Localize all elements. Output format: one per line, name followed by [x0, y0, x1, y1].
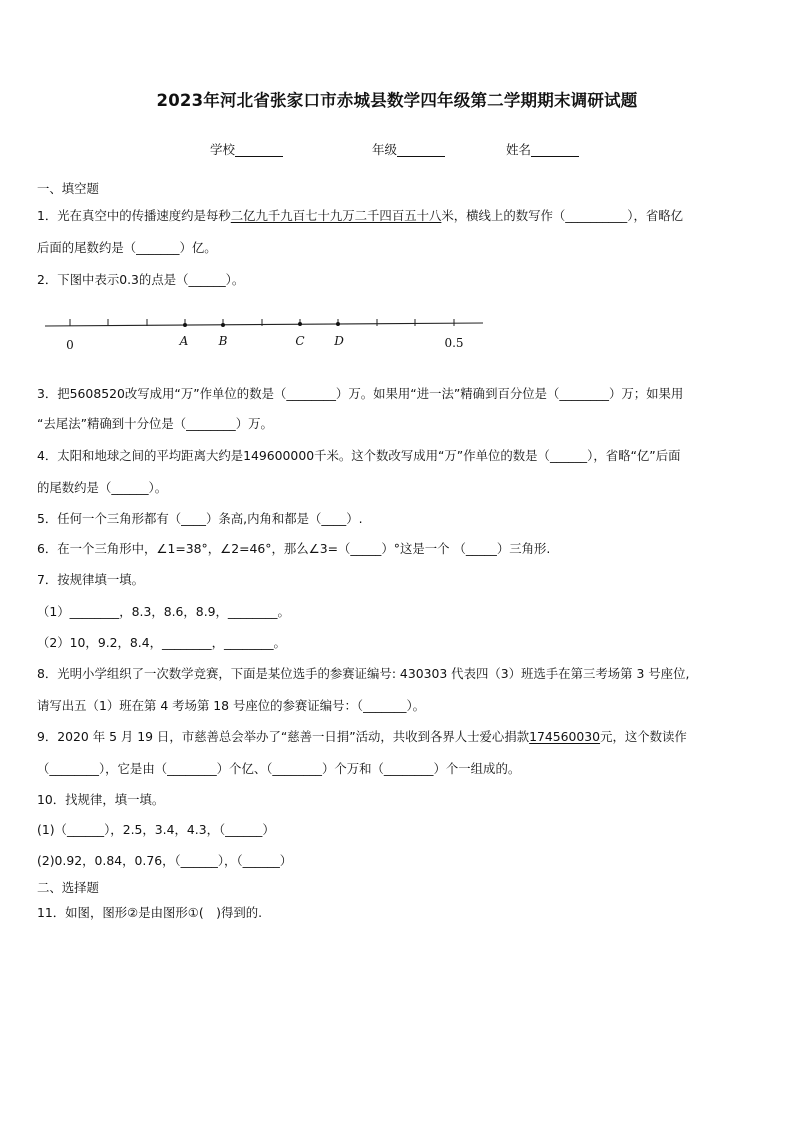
q1-text-b: 米，横线上的数写作（__________），省略亿	[441, 208, 684, 223]
question-9-line-1	[37, 729, 687, 745]
question-8-line-2: 请写出五（1）班在第 4 考场第 18 号座位的参赛证编号：（_______）。	[37, 698, 426, 713]
point-a-dot	[183, 323, 187, 327]
name-field	[506, 140, 579, 158]
label-d: D	[334, 334, 344, 348]
grade-blank[interactable]	[397, 143, 445, 157]
question-4-line-2: 的尾数约是（______）。	[37, 480, 168, 495]
label-b: B	[218, 334, 228, 348]
question-10-stem: 10．找规律，填一填。	[37, 792, 165, 807]
grade-field	[372, 140, 445, 158]
question-9-line-2: （________），它是由（________）个亿、（________）个万和（________）个一组成的。	[37, 761, 521, 776]
school-field	[210, 140, 283, 158]
question-3-line-2: “去尾法”精确到十分位是（________）万。	[37, 416, 273, 431]
q9-text-a: 9．2020 年 5 月 19 日，市慈善总会举办了“慈善一日捐”活动，共收到各界人士爱心捐款	[37, 729, 530, 744]
school-blank[interactable]	[235, 143, 283, 157]
number-line-figure	[0, 310, 794, 358]
school-label: 学校	[210, 142, 236, 157]
point-d-dot	[336, 322, 340, 326]
section-fill-blank: 一、填空题	[37, 181, 99, 196]
name-blank[interactable]	[531, 143, 579, 157]
question-10-part-2: (2)0.92，0.84，0.76，（______），（______）	[37, 853, 293, 868]
question-7-stem: 7．按规律填一填。	[37, 572, 145, 587]
label-c: C	[295, 334, 305, 348]
q1-text-a: 1．光在真空中的传播速度约是每秒	[37, 208, 231, 223]
q9-text-b: 元，这个数读作	[600, 729, 687, 744]
q1-number-words: 二亿九千九百七十九万二千四百五十八	[230, 208, 442, 223]
grade-label: 年级	[372, 142, 398, 157]
point-b-dot	[221, 323, 225, 327]
label-a: A	[179, 334, 189, 348]
number-line-axis	[45, 323, 483, 326]
section-choice: 二、选择题	[37, 880, 99, 895]
question-7-part-2: （2）10，9.2，8.4，________，________。	[37, 635, 286, 650]
question-10-part-1: (1)（______），2.5，3.4，4.3，（______）	[37, 822, 275, 837]
page-title: 2023年河北省张家口市赤城县数学四年级第二学期期末调研试题	[156, 91, 638, 110]
question-5: 5．任何一个三角形都有（____）条高,内角和都是（____）.	[37, 511, 363, 526]
name-label: 姓名	[506, 142, 532, 157]
point-c-dot	[298, 322, 302, 326]
question-6: 6．在一个三角形中，∠1=38°，∠2=46°，那么∠3=（_____）°这是一个 （_____）三角形.	[37, 541, 551, 556]
question-1-line-2: 后面的尾数约是（_______）亿。	[37, 240, 217, 255]
question-7-part-1: （1）________，8.3，8.6，8.9，________。	[37, 604, 290, 619]
question-2: 2．下图中表示0.3的点是（______）。	[37, 272, 245, 287]
question-1-line-1	[37, 208, 683, 224]
q9-amount: 174560030	[529, 729, 601, 744]
question-8-line-1: 8．光明小学组织了一次数学竞赛，下面是某位选手的参赛证编号: 430303 代表四（3）班选手在第三考场第 3 号座位,	[37, 666, 690, 681]
question-3-line-1: 3．把5608520改写成用“万”作单位的数是（________）万。如果用“进一法”精确到百分位是（________）万；如果用	[37, 386, 684, 401]
label-half: 0.5	[444, 336, 464, 350]
question-4-line-1: 4．太阳和地球之间的平均距离大约是149600000千米。这个数改写成用“万”作单位的数是（______），省略“亿”后面	[37, 448, 681, 463]
label-zero: 0	[66, 338, 74, 352]
question-11: 11．如图，图形②是由图形①( )得到的.	[37, 905, 263, 920]
